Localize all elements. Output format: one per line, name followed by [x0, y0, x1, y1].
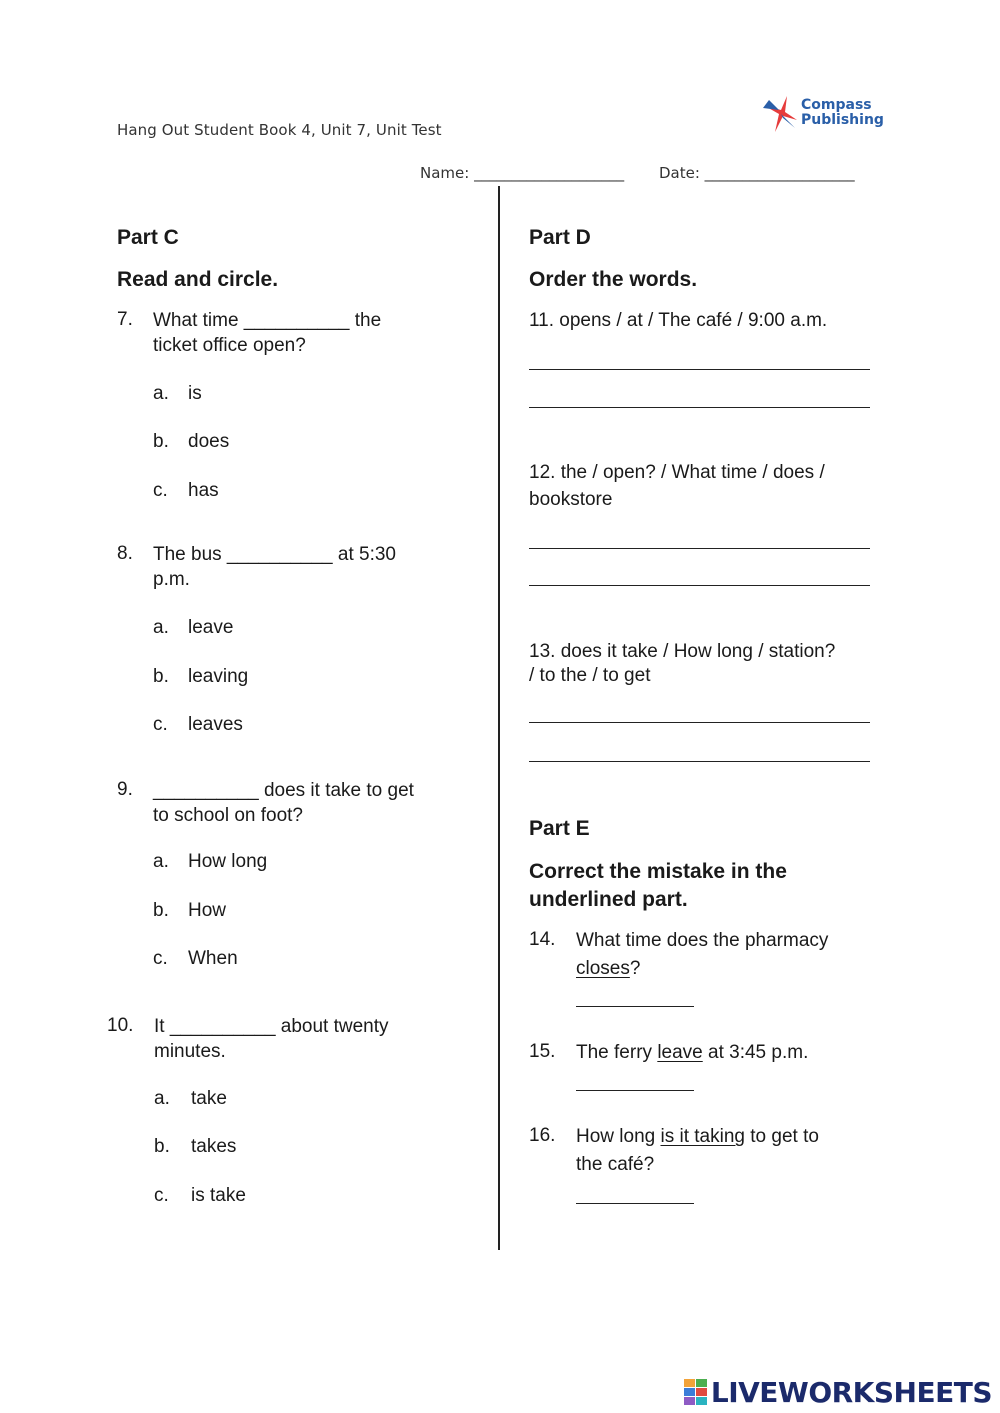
question-text [576, 1124, 819, 1149]
answer-option[interactable]: leaving [188, 666, 249, 687]
part-c-instruction: Read and circle. [117, 268, 279, 291]
question-number: 10. [107, 1015, 134, 1036]
liveworksheets-text: LIVEWORKSHEETS [710, 1375, 992, 1409]
order-words-prompt: 11. opens / at / The café / 9:00 a.m. [529, 310, 828, 331]
option-letter: c. [154, 1185, 169, 1206]
answer-option[interactable]: When [188, 948, 238, 969]
question-text-tail: at 3:45 p.m. [702, 1042, 809, 1063]
date-field[interactable]: Date: ____________________ [659, 164, 855, 182]
question-text: The bus __________ at 5:30 [153, 544, 396, 565]
underlined-mistake: closes [576, 958, 630, 979]
option-letter: a. [153, 383, 169, 404]
worksheet-header-title: Hang Out Student Book 4, Unit 7, Unit Test [117, 121, 442, 139]
question-text-head: The ferry [576, 1042, 658, 1063]
part-d-instruction: Order the words. [529, 268, 698, 291]
part-e-instruction: Correct the mistake in the [529, 860, 787, 883]
question-text-head: How long [576, 1126, 661, 1147]
answer-option[interactable]: take [191, 1088, 227, 1109]
answer-option[interactable]: How [188, 900, 227, 921]
answer-option[interactable]: is take [191, 1185, 246, 1206]
question-number: 7. [117, 309, 133, 330]
answer-option[interactable]: leaves [188, 714, 243, 735]
question-text: What time __________ the [153, 310, 382, 331]
question-text: to school on foot? [153, 805, 303, 826]
question-number: 9. [117, 779, 133, 800]
option-letter: b. [154, 1136, 170, 1157]
underlined-mistake: leave [657, 1042, 703, 1063]
answer-line[interactable] [529, 369, 870, 370]
underlined-mistake: is it taking [660, 1126, 745, 1147]
order-words-prompt: 12. the / open? / What time / does / [529, 462, 825, 483]
part-d-title: Part D [529, 226, 591, 249]
question-text: ticket office open? [153, 335, 306, 356]
option-letter: b. [153, 666, 169, 687]
liveworksheets-logo[interactable] [683, 1375, 992, 1409]
question-text: minutes. [154, 1041, 226, 1062]
option-letter: a. [153, 851, 169, 872]
question-number: 8. [117, 543, 133, 564]
answer-option[interactable]: has [188, 480, 219, 501]
answer-line[interactable] [529, 722, 870, 723]
option-letter: b. [153, 900, 169, 921]
part-c-title: Part C [117, 226, 179, 249]
part-e-instruction: underlined part. [529, 888, 688, 911]
answer-line[interactable] [529, 407, 870, 408]
question-text: __________ does it take to get [153, 780, 414, 801]
answer-option[interactable]: How long [188, 851, 268, 872]
option-letter: c. [153, 948, 168, 969]
question-text [576, 1040, 808, 1065]
column-divider [498, 186, 500, 1250]
question-text: the café? [576, 1154, 655, 1175]
answer-line[interactable] [529, 585, 870, 586]
order-words-prompt: / to the / to get [529, 665, 651, 686]
question-text-tail: to get to [744, 1126, 819, 1147]
name-field[interactable]: Name: ____________________ [420, 164, 625, 182]
liveworksheets-blocks-icon [683, 1378, 709, 1406]
question-number: 15. [529, 1041, 556, 1062]
option-letter: b. [153, 431, 169, 452]
option-letter: a. [154, 1088, 170, 1109]
option-letter: c. [153, 480, 168, 501]
answer-line[interactable] [529, 548, 870, 549]
option-letter: a. [153, 617, 169, 638]
part-e-title: Part E [529, 817, 590, 840]
question-text [576, 956, 640, 981]
question-number: 16. [529, 1125, 556, 1146]
question-text-tail: ? [629, 958, 641, 979]
logo-text-compass: Compass [801, 97, 872, 113]
answer-option[interactable]: is [188, 383, 202, 404]
order-words-prompt: 13. does it take / How long / station? [529, 641, 836, 662]
question-text: What time does the pharmacy [576, 930, 829, 951]
answer-line[interactable] [576, 1203, 694, 1204]
answer-option[interactable]: takes [191, 1136, 237, 1157]
order-words-prompt: bookstore [529, 489, 613, 510]
question-text: p.m. [153, 569, 190, 590]
compass-publishing-logo [755, 82, 884, 140]
answer-option[interactable]: leave [188, 617, 234, 638]
question-text: It __________ about twenty [154, 1016, 389, 1037]
answer-line[interactable] [576, 1006, 694, 1007]
answer-option[interactable]: does [188, 431, 230, 452]
answer-line[interactable] [529, 761, 870, 762]
option-letter: c. [153, 714, 168, 735]
answer-line[interactable] [576, 1090, 694, 1091]
logo-text-publishing: Publishing [801, 112, 884, 128]
question-number: 14. [529, 929, 556, 950]
compass-star-icon [761, 92, 801, 136]
